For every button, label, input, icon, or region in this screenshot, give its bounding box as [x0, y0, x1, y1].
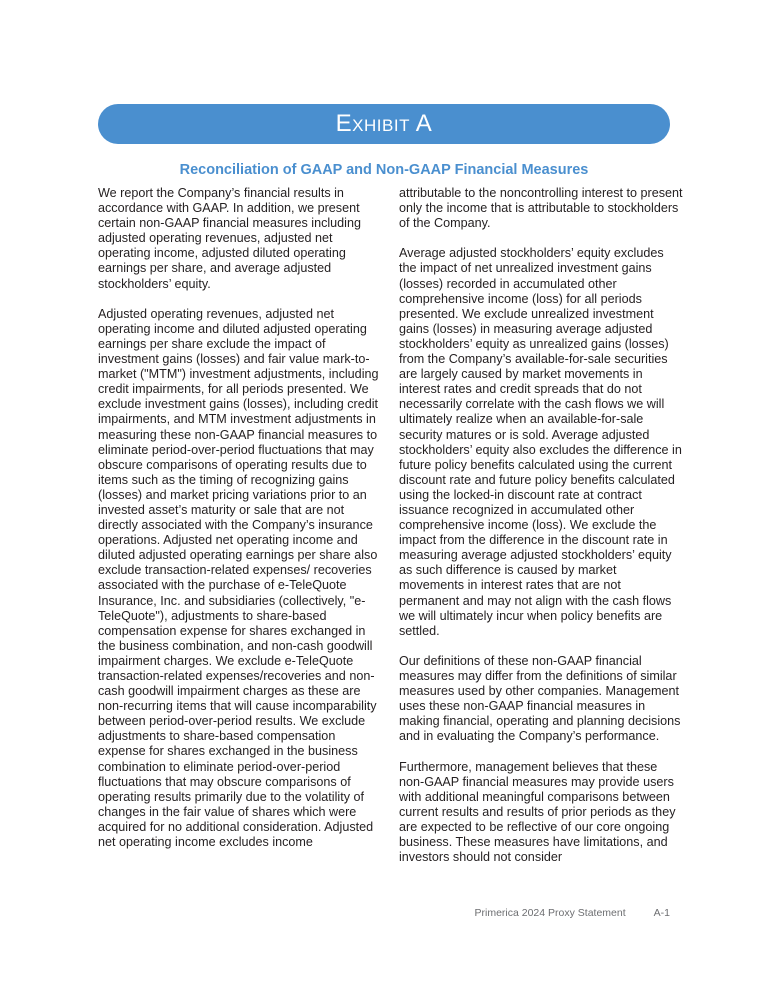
right-column — [399, 186, 683, 880]
paragraph: attributable to the noncontrolling interest to present only the income that is attributable to stockholders of the Company. — [399, 186, 683, 231]
section-subtitle: Reconciliation of GAAP and Non-GAAP Financial Measures — [179, 162, 589, 178]
paragraph: Our definitions of these non-GAAP financial measures may differ from the definitions of similar measures used by other companies. Management uses these non-GAAP financial measures in making financial, operating and planning decisions and in evaluating the Company’s performance. — [399, 653, 681, 744]
exhibit-banner — [98, 104, 670, 144]
paragraph: We report the Company’s financial results in accordance with GAAP. In addition, we present certain non-GAAP financial measures including adjusted operating revenues, adjusted net operating income, adjusted diluted operating earnings per share, and average adjusted stockholders’ equity. — [98, 186, 361, 291]
left-column — [98, 186, 380, 865]
page-footer — [475, 907, 671, 919]
page-number: A-1 — [653, 907, 670, 919]
publication-name: Primerica 2024 Proxy Statement — [474, 907, 626, 919]
paragraph: Average adjusted stockholders’ equity excludes the impact of net unrealized investment gains (losses) recorded in accumulated other comprehensive income (loss) for all periods presented. We exclude unrealized investment gains (losses) in measuring average adjusted stockholders’ equity as unrealized gains (losses) from the Company’s available-for-sale securities are largely caused by market movements in interest rates and credit spreads that do not necessarily correlate with the cash flows we will ultimately realize when an available-for-sale security matures or is sold. Average adjusted stockholders’ equity also excludes the difference in future policy benefits calculated using the current discount rate and future policy benefits calculated using the locked-in discount rate at contract issuance recognized in accumulated other comprehensive income (loss). We exclude the impact from the difference in the discount rate in measuring average adjusted stockholders’ equity as such difference is caused by market movements in interest rates that are not permanent and may not align with the cash flows we will ultimately incur when policy benefits are settled. — [399, 246, 682, 638]
paragraph: Furthermore, management believes that these non-GAAP financial measures may provide users with additional meaningful comparisons between current results and results of prior periods as they are expected to be reflective of our core ongoing business. These measures have limitations, and investors should not consider — [399, 759, 676, 865]
exhibit-title: Exhibit A — [335, 110, 433, 137]
paragraph: Adjusted operating revenues, adjusted net operating income and diluted adjusted operating earnings per share exclude the impact of investment gains (losses) and fair value mark-to-market ("MTM") investment adjustments, including credit impairments, for all periods presented. We exclude investment gains (losses), including credit impairments, and MTM investment adjustments in measuring these non-GAAP financial measures to eliminate period-over-period fluctuations that may obscure comparisons of operating results due to items such as the timing of recognizing gains (losses) and market pricing variations prior to an invested asset’s maturity or sale that are not directly associated with the Company’s insurance operations. Adjusted net operating income and diluted adjusted operating earnings per share also exclude transaction-related expenses/ recoveries associated with the purchase of e-TeleQuote Insurance, Inc. and subsidiaries (collectively, "e-TeleQuote"), adjustments to share-based compensation expense for shares exchanged in the business combination, and non-cash goodwill impairment charges. We exclude e-TeleQuote transaction-related expenses/recoveries and non-cash goodwill impairment charges as these are non-recurring items that will cause incomparability between period-over-period results. We exclude adjustments to share-based compensation expense for shares exchanged in the business combination to eliminate period-over-period fluctuations that may obscure comparisons of operating results primarily due to the volatility of changes in the fair value of shares which were acquired for no additional consideration. Adjusted net operating income excludes income — [98, 306, 379, 850]
